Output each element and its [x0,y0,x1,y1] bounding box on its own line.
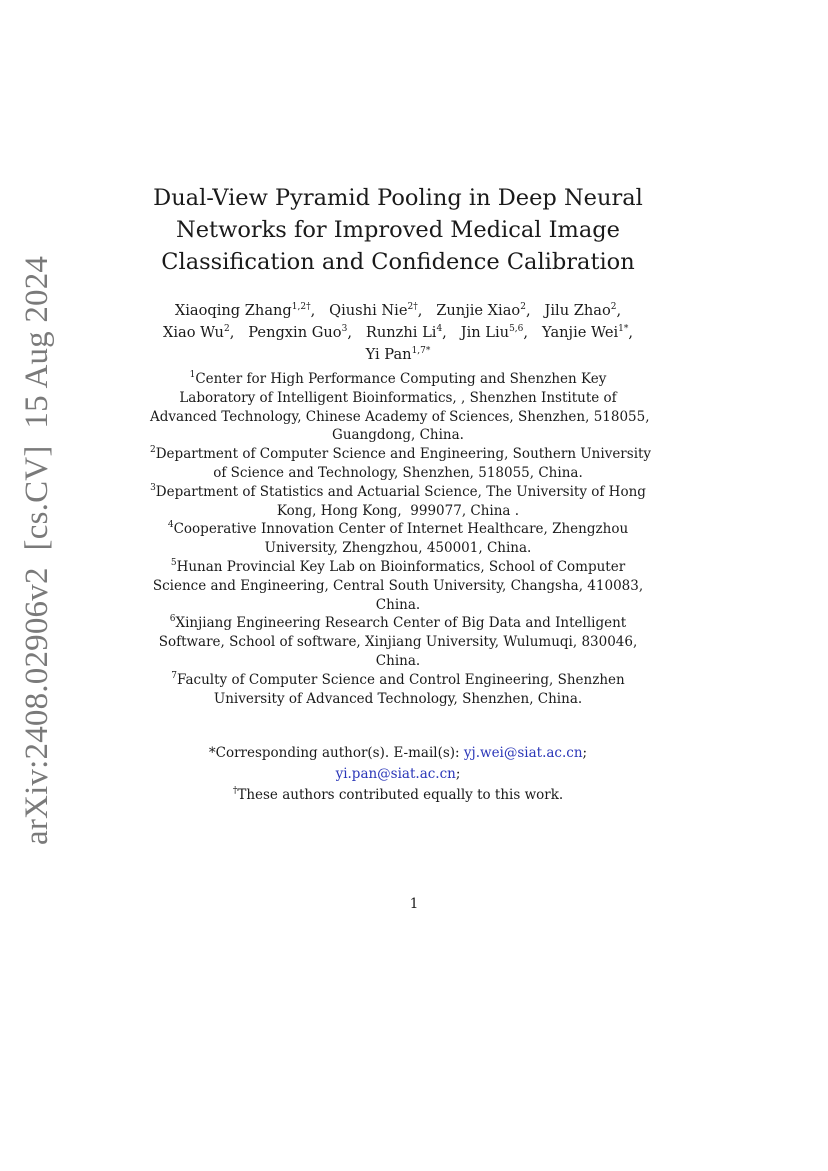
author-separator: , [523,324,538,341]
author-name: Xiao Wu [162,324,224,341]
author [366,346,431,363]
author-separator: , [229,324,244,341]
affiliation-list [150,370,652,708]
paper-title [150,182,646,278]
author-separator: , [417,302,432,319]
equal-contribution-text: These authors contributed equally to this work. [237,787,564,804]
affiliation-line: China. [375,652,421,669]
affiliation-line: Science and Engineering, Central South University, Changsha, 410083, [152,577,644,594]
affiliation [150,558,646,614]
author-name: Qiushi Nie [329,302,408,319]
affiliation-line: Advanced Technology, Chinese Academy of Sciences, Shenzhen, 518055, [150,408,650,425]
author-separator: , [616,302,622,319]
author-name: Runzhi Li [365,324,437,341]
affiliation-line [150,614,646,633]
author-separator: , [628,324,634,341]
affiliation [150,614,646,670]
affiliation-line [150,483,646,502]
affiliation-number: 1 [189,370,196,380]
affiliation-line: Laboratory of Intelligent Bioinformatics, , Shenzhen Institute of [179,389,617,406]
affiliation-number: 3 [150,482,156,493]
affiliation-text: Faculty of Computer Science and Control Engineering, Shenzhen [177,671,625,688]
correspondence-block [150,743,646,806]
affiliation-number: 2 [150,445,156,456]
affiliation [150,671,646,709]
affiliation-line: of Science and Technology, Shenzhen, 518055, China. [213,464,583,481]
author-separator: , [347,324,362,341]
arxiv-identifier: arXiv:2408.02906v2 [cs.CV] 15 Aug 2024 [19,255,55,845]
affiliation-number: 5 [170,557,177,568]
author-line [150,322,646,344]
author-affiliation-mark: 4 [436,324,443,334]
author-name: Pengxin Guo [248,324,342,341]
affiliation-line: Guangdong, China. [332,427,464,444]
title-line: Networks for Improved Medical Image [176,217,620,243]
author-name: Xiaoqing Zhang [174,302,292,319]
email-link[interactable]: yj.wei@siat.ac.cn [463,745,583,762]
affiliation-text: Center for High Performance Computing and Shenzhen Key [195,371,607,387]
affiliation-text: Xinjiang Engineering Research Center of Big Data and Intelligent [175,615,627,632]
author-affiliation-mark: 2 [223,324,230,334]
affiliation-line [150,445,652,464]
dagger-mark: † [232,786,238,797]
author-affiliation-mark: 1,7* [411,346,431,356]
author-list [150,300,646,366]
author [248,324,347,341]
page-number: 1 [409,896,419,912]
author-name: Jilu Zhao [544,302,611,319]
affiliation-text: Hunan Provincial Key Lab on Bioinformatics, School of Computer [176,558,626,575]
author-name: Jin Liu [460,324,510,341]
affiliation [150,370,650,445]
paper-front-matter [150,182,652,806]
author-separator: , [310,302,325,319]
author-line [150,300,646,322]
author [461,324,524,341]
author-separator: , [442,324,457,341]
author [545,302,617,319]
corresponding-author-line [150,764,646,785]
author-affiliation-mark: 1,2† [291,302,311,312]
author-affiliation-mark: 2 [610,302,617,312]
author [436,302,526,319]
affiliation-text: Department of Computer Science and Engineering, Southern University [155,446,652,463]
author [175,302,311,319]
affiliation-text: Department of Statistics and Actuarial Science, The University of Hong [155,483,646,500]
title-line: Dual-View Pyramid Pooling in Deep Neural [153,185,643,211]
email-link[interactable]: yi.pan@siat.ac.cn [335,766,456,783]
affiliation-line: University, Zhengzhou, 450001, China. [264,540,532,557]
author-affiliation-mark: 5,6 [509,324,524,334]
author-name: Zunjie Xiao [436,302,521,319]
affiliation-line: China. [375,596,421,613]
email-separator: ; [582,745,588,762]
affiliation-line [150,520,646,539]
author-name: Yanjie Wei [541,324,619,341]
affiliation-line: University of Advanced Technology, Shenzhen, China. [213,690,583,707]
affiliation-number: 7 [171,670,178,681]
author-affiliation-mark: 1* [618,324,629,334]
author-affiliation-mark: 3 [341,324,348,334]
author-name: Yi Pan [365,346,412,363]
equal-contribution-note [150,785,646,806]
affiliation-line [150,671,646,690]
title-line: Classification and Confidence Calibration [161,249,635,275]
affiliation-number: 4 [167,520,174,531]
author-affiliation-mark: 2† [407,302,418,312]
corresponding-author-label: *Corresponding author(s). E-mail(s): [208,745,464,762]
corresponding-author-line [150,743,646,764]
author-separator: , [525,302,540,319]
affiliation-line: Software, School of software, Xinjiang University, Wulumuqi, 830046, [158,634,638,651]
affiliation-number: 6 [169,614,176,625]
affiliation [150,445,652,483]
affiliation-text: Cooperative Innovation Center of Internet Healthcare, Zhengzhou [173,521,629,538]
affiliation [150,483,646,521]
affiliation-line [150,370,646,389]
author-affiliation-mark: 2 [520,302,526,312]
affiliation [150,520,646,558]
affiliation-line: Kong, Hong Kong, 999077, China . [276,502,520,519]
author [329,302,418,319]
affiliation-line [150,558,646,577]
author [163,324,230,341]
email-separator: ; [455,766,461,783]
author-line [150,344,646,366]
author [542,324,628,341]
author [366,324,442,341]
